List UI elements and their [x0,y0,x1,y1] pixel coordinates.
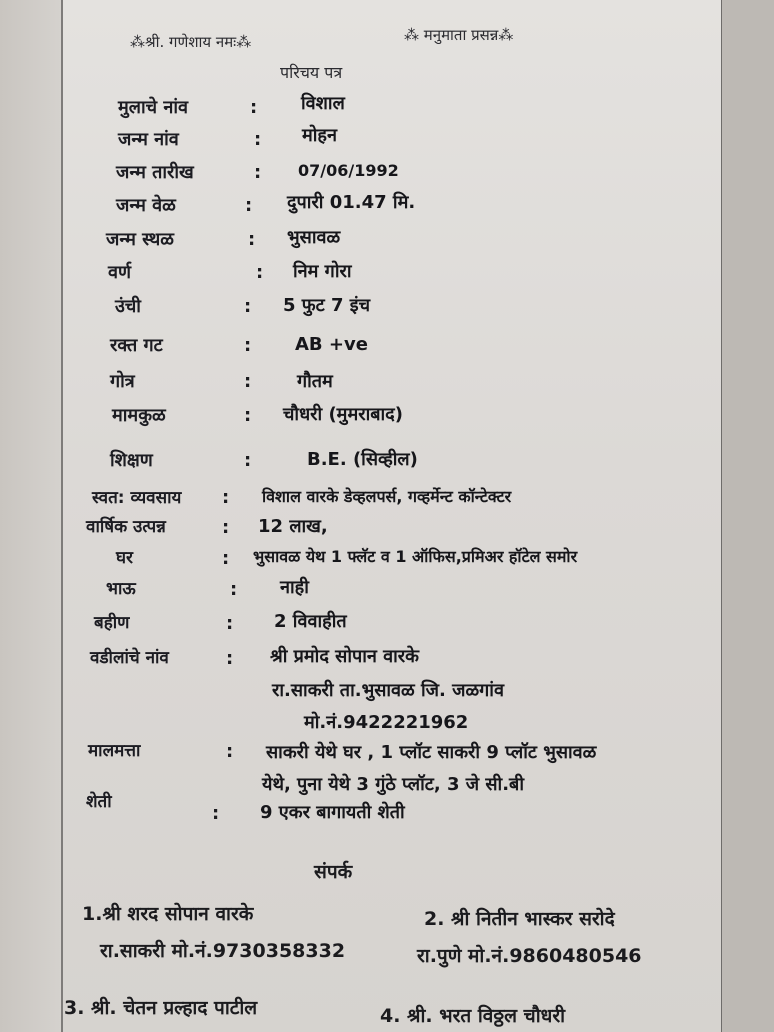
complexion-label: वर्ण [108,262,132,283]
maternal-family-label: मामकुळ [112,405,166,426]
occupation-label: स्वत: व्यवसाय [92,488,182,508]
blood-group-label: रक्त गट [110,335,163,356]
colon: : [254,129,262,150]
mata-invocation: ⁂ मनुमाता प्रसन्न⁂ [404,26,514,44]
contact-2-detail: रा.पुणे मो.नं.9860480546 [417,945,642,967]
complexion-value: निम गोरा [293,261,352,282]
father-name-label: वडीलांचे नांव [90,648,169,668]
colon: : [222,517,230,538]
father-phone: मो.नं.9422221962 [304,712,469,733]
colon: : [226,613,234,634]
education-value: B.E. (सिव्हील) [307,449,418,470]
colon: : [244,296,252,317]
colon: : [212,803,220,824]
height-value: 5 फुट 7 इंच [283,295,371,316]
colon: : [244,450,252,471]
father-address: रा.साकरी ता.भुसावळ जि. जळगांव [272,680,504,701]
contact-3-name: 3. श्री. चेतन प्रल्हाद पाटील [64,997,258,1019]
maternal-family-value: चौधरी (मुमराबाद) [283,404,403,425]
farm-value: 9 एकर बागायती शेती [260,802,405,823]
colon: : [222,487,230,508]
boy-name-label: मुलाचे नांव [118,97,188,118]
farm-label: शेती [86,792,112,812]
contact-4-name: 4. श्री. भरत विठ्ठल चौधरी [380,1005,566,1027]
page-title: परिचय पत्र [280,63,343,82]
colon: : [222,548,230,569]
boy-name-value: विशाल [301,93,345,114]
father-name-value: श्री प्रमोद सोपान वारके [270,646,419,667]
birth-time-value: दुपारी 01.47 मि. [287,192,416,213]
education-label: शिक्षण [110,450,153,471]
colon: : [226,741,234,762]
house-value: भुसावळ येथ 1 फ्लॅट व 1 ऑफिस,प्रमिअर हॉटेल समोर [253,547,578,566]
annual-income-label: वार्षिक उत्पन्न [86,517,166,537]
colon: : [254,162,262,183]
colon: : [248,229,256,250]
brother-label: भाऊ [106,579,136,599]
colon: : [244,335,252,356]
contact-2-name: 2. श्री नितीन भास्कर सरोदे [424,908,615,930]
occupation-value: विशाल वारके डेव्हलपर्स, गव्हर्मेन्ट कॉन्टेक्टर [262,487,512,506]
left-page-edge [61,0,63,1032]
ganesh-invocation: ⁂श्री. गणेशाय नमः⁂ [130,33,252,51]
gotra-value: गौतम [297,371,333,392]
property-line-2: येथे, पुना येथे 3 गुंठे प्लॉट, 3 जे सी.बी [262,774,524,795]
birth-time-label: जन्म वेळ [116,195,176,216]
colon: : [226,648,234,669]
house-label: घर [116,548,133,568]
sister-label: बहीण [94,613,130,633]
colon: : [244,405,252,426]
contact-1-detail: रा.साकरी मो.नं.9730358332 [100,940,346,962]
right-margin-shadow [722,0,774,1032]
birth-name-label: जन्म नांव [118,129,179,150]
property-line-1: साकरी येथे घर , 1 प्लॉट साकरी 9 प्लॉट भुसावळ [266,742,597,763]
birth-date-label: जन्म तारीख [116,162,194,183]
left-margin-shadow [0,0,62,1032]
height-label: उंची [115,296,141,317]
colon: : [250,97,258,118]
property-label: मालमत्ता [88,741,141,761]
birth-place-label: जन्म स्थळ [106,229,174,250]
colon: : [244,371,252,392]
colon: : [256,262,264,283]
contact-1-name: 1.श्री शरद सोपान वारके [82,903,254,925]
colon: : [230,579,238,600]
annual-income-value: 12 लाख, [258,516,328,537]
birth-name-value: मोहन [302,125,337,146]
birth-date-value: 07/06/1992 [298,161,399,180]
gotra-label: गोत्र [110,371,135,392]
contacts-heading: संपर्क [314,861,353,883]
colon: : [245,195,253,216]
sister-value: 2 विवाहीत [274,611,347,632]
blood-group-value: AB +ve [295,334,368,355]
brother-value: नाही [280,577,309,598]
birth-place-value: भुसावळ [287,227,341,248]
